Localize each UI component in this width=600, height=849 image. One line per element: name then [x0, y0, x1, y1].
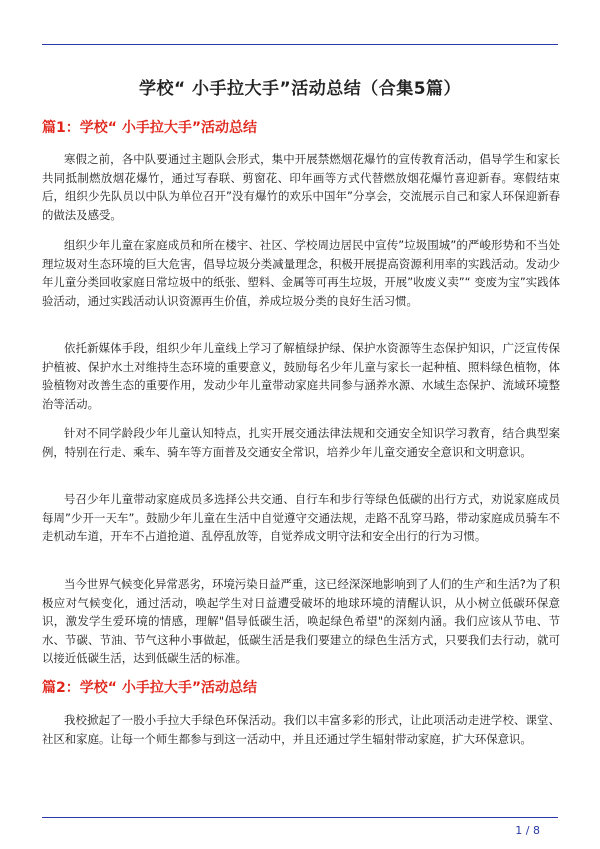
section-1-paragraph-5: 号召少年儿童带动家庭成员多选择公共交通、自行车和步行等绿色低碳的出行方式，劝说家庭成员每周”少开一天车”。鼓励少年儿童在生活中自觉遵守交通法规，走路不乱穿马路，带动家庭成员骑车不走机动车道，开车不占道抢道、乱停乱放等，自觉养成文明守法和安全出行的行为习惯。	[42, 492, 560, 543]
page-number: 1 / 8	[515, 824, 540, 837]
section-1-paragraph-4: 针对不同学龄段少年儿童认知特点，扎实开展交通法律法规和交通安全知识学习教育，结合典型案例，特别在行走、乘车、骑车等方面普及交通安全常识，培养少年儿童交通安全意识和文明意识。	[42, 426, 560, 459]
section-2-paragraph-1: 我校掀起了一股小手拉大手绿色环保活动。我们以丰富多彩的形式，让此项活动走进学校、课堂、社区和家庭。让每一个师生都参与到这一活动中，并且还通过学生辐射带动家庭，扩大环保意识。	[42, 713, 560, 746]
section-1-paragraph-2: 组织少年儿童在家庭成员和所在楼宇、社区、学校周边居民中宣传”垃圾围城”的严峻形势和不当处理垃圾对生态环境的巨大危害，倡导垃圾分类减量理念，积极开展提高资源利用率的实践活动。发动少年儿童分类回收家庭日常垃圾中的纸张、塑料、金属等可再生垃圾，开展”收废义卖”“ 变废为宝”实践体验活动，通过实践活动认识资源再生价值，养成垃圾分类的良好生活习惯。	[42, 238, 560, 308]
section-2-heading: 篇2：学校“ 小手拉大手”活动总结	[42, 680, 258, 696]
section-1-heading: 篇1：学校“ 小手拉大手”活动总结	[42, 120, 258, 136]
section-1-paragraph-1: 寒假之前，各中队要通过主题队会形式，集中开展禁燃烟花爆竹的宣传教育活动，倡导学生和家长共同抵制燃放烟花爆竹，通过写春联、剪窗花、印年画等方式代替燃放烟花爆竹喜迎新春。寒假结束后，组织少先队员以中队为单位召开”没有爆竹的欢乐中国年”分享会，交流展示自己和家人环保迎新春的做法及感受。	[42, 152, 560, 222]
document-title: 学校“ 小手拉大手”活动总结（合集5篇）	[138, 79, 462, 99]
section-1-paragraph-6: 当今世界气候变化异常恶劣，环境污染日益严重，这已经深深地影响到了人们的生产和生活?为了积极应对气候变化，通过活动，唤起学生对日益遭受破坏的地球环境的清醒认识，从小树立低碳环保意识，激发学生爱环境的情感，理解"倡导低碳生活，唤起绿色希望"的深刻内涵。我们应该从节电、节水、节碳、节油、节气这种小事做起，低碳生活是我们要建立的绿色生活方式，只要我们去行动，就可以接近低碳生活，达到低碳生活的标准。	[42, 577, 560, 665]
section-1-paragraph-3: 依托新媒体手段，组织少年儿童线上学习了解植绿护绿、保护水资源等生态保护知识，广泛宣传保护植被、保护水土对维持生态环境的重要意义，鼓励每名少年儿童与家长一起种植、照料绿色植物，体验植物对改善生态的重要作用，发动少年儿童带动家庭共同参与涵养水源、水域生态保护、流域环境整治等活动。	[42, 341, 560, 411]
header-rule	[42, 44, 558, 45]
footer-rule	[42, 817, 558, 818]
